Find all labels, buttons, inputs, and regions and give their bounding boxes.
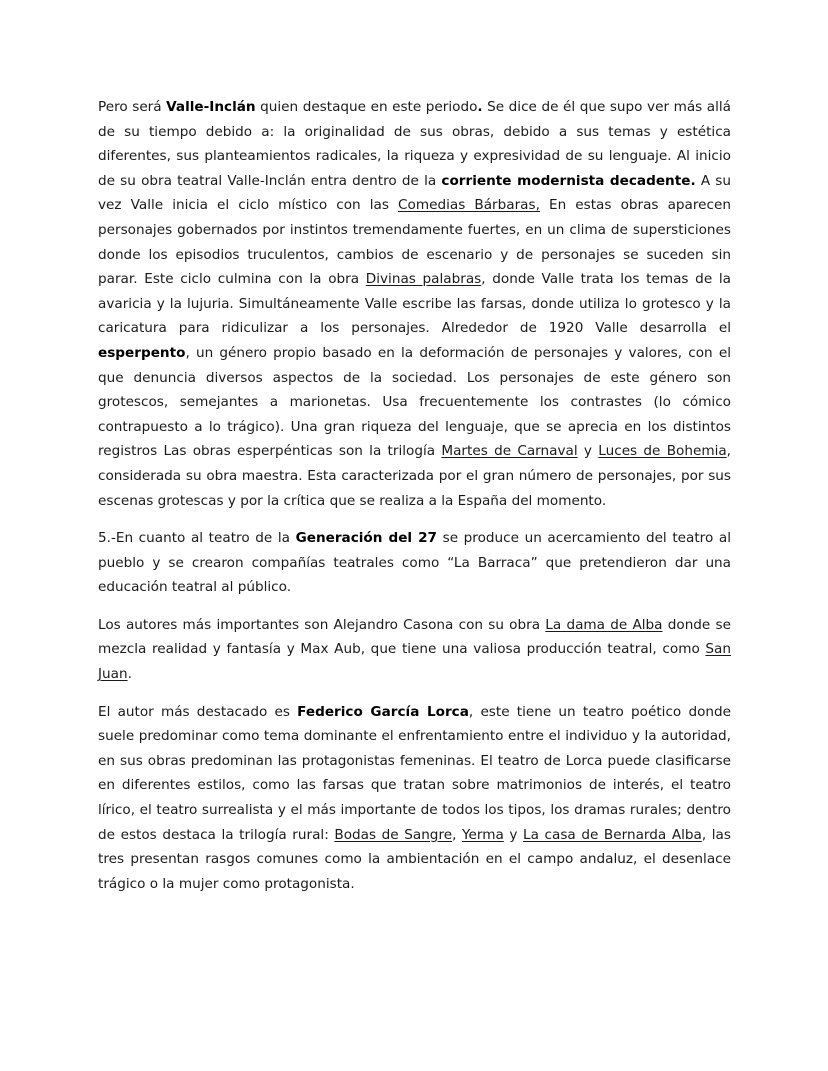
text-run: , considerada su obra maestra. Esta caracterizada por el gran número de personajes, por sus escenas grotescas y por la crítica que se realiza a la España del momento. [98,443,731,509]
text-run: , donde Valle trata los temas de la avaricia y la lujuria. Simultáneamente Valle escribe las farsas, donde utiliza lo grotesco y la caricatura para ridiculizar a los personajes. Alrededor de 1920 Valle desarrolla el [98,271,731,337]
text-run: , este tiene un teatro poético donde suele predominar como tema dominante el enfrentamiento entre el individuo y la autoridad, en sus obras predominan las protagonistas femeninas. El teatro de Lorca puede clasificarse en diferentes estilos, como las farsas que tratan sobre matrimonios de interés, el teatro lírico, el teatro surrealista y el más importante de todos los tipos, los dramas rurales; dentro de estos destaca la trilogía rural: [98,703,731,843]
underlined-title: Comedias Bárbaras, [398,197,540,214]
text-run: . [127,666,132,683]
text-run: , las tres presentan rasgos comunes como la ambientación en el campo andaluz, el desenlace trágico o la mujer como protagonista. [98,826,731,892]
bold-text: Federico García Lorca [297,703,469,720]
paragraph-autores [98,613,731,687]
document-body [98,95,731,909]
text-run: En estas obras aparecen personajes gobernados por instintos tremendamente fuertes, en un clima de supersticiones donde los episodios truculentos, cambios de escenario y de personajes se suceden sin parar. Este ciclo culmina con la obra [98,197,731,288]
text-run: quien destaque en este periodo [255,99,478,115]
text-run: , un género propio basado en la deformación de personajes y valores, con el que denuncia diversos aspectos de la sociedad. Los personajes de este género son grotescos, semejantes a marionetas. Usa frecuentemente los contrastes (lo cómico contrapuesto a lo trágico). Una gran riqueza del lenguaje, que se aprecia en los distintos registros Las obras esperpénticas son la trilogía [98,344,731,460]
underlined-title: San Juan [98,641,731,683]
paragraph-valle [98,95,731,513]
underlined-title: La dama de Alba [545,616,663,633]
underlined-title: Yerma [462,826,504,843]
bold-text: corriente modernista decadente. [441,172,696,189]
paragraph-gen27 [98,526,731,600]
text-run: y [503,826,524,843]
bold-text: Valle-Inclán [166,99,256,115]
underlined-title: Divinas palabras [365,271,482,288]
bold-text: Generación del 27 [295,530,438,547]
text-run: Los autores más importantes son Alejandro Casona con su obra [98,616,546,633]
text-run: El autor más destacado es [98,703,298,720]
text-run: Se dice de él que supo ver más allá de su tiempo debido a: la originalidad de sus obras, debido a sus temas y estética diferentes, sus planteamientos radicales, la riqueza y expresividad de su lenguaje. Al inicio de su obra teatral Valle-Inclán entra dentro de la [98,99,732,189]
text-run: A su vez Valle inicia el ciclo místico con las [98,172,731,214]
text-run: 5.-En cuanto al teatro de la [98,530,296,547]
text-run: , [452,826,463,843]
paragraph-lorca [98,700,731,897]
bold-text: . [477,99,483,115]
text-run: se produce un acercamiento del teatro al pueblo y se crearon compañías teatrales como “La Barraca” que pretendieron dar una educación teatral al público. [98,530,731,596]
text-run: donde se mezcla realidad y fantasía y Max Aub, que tiene una valiosa producción teatral, como [98,616,731,658]
underlined-title: Martes de Carnaval [441,443,578,460]
underlined-title: Luces de Bohemia [598,443,727,460]
underlined-title: La casa de Bernarda Alba [523,826,702,843]
underlined-title: Bodas de Sangre [334,826,453,843]
text-run: Pero será [98,99,167,115]
bold-text: esperpento [98,344,186,361]
text-run: y [577,443,599,460]
